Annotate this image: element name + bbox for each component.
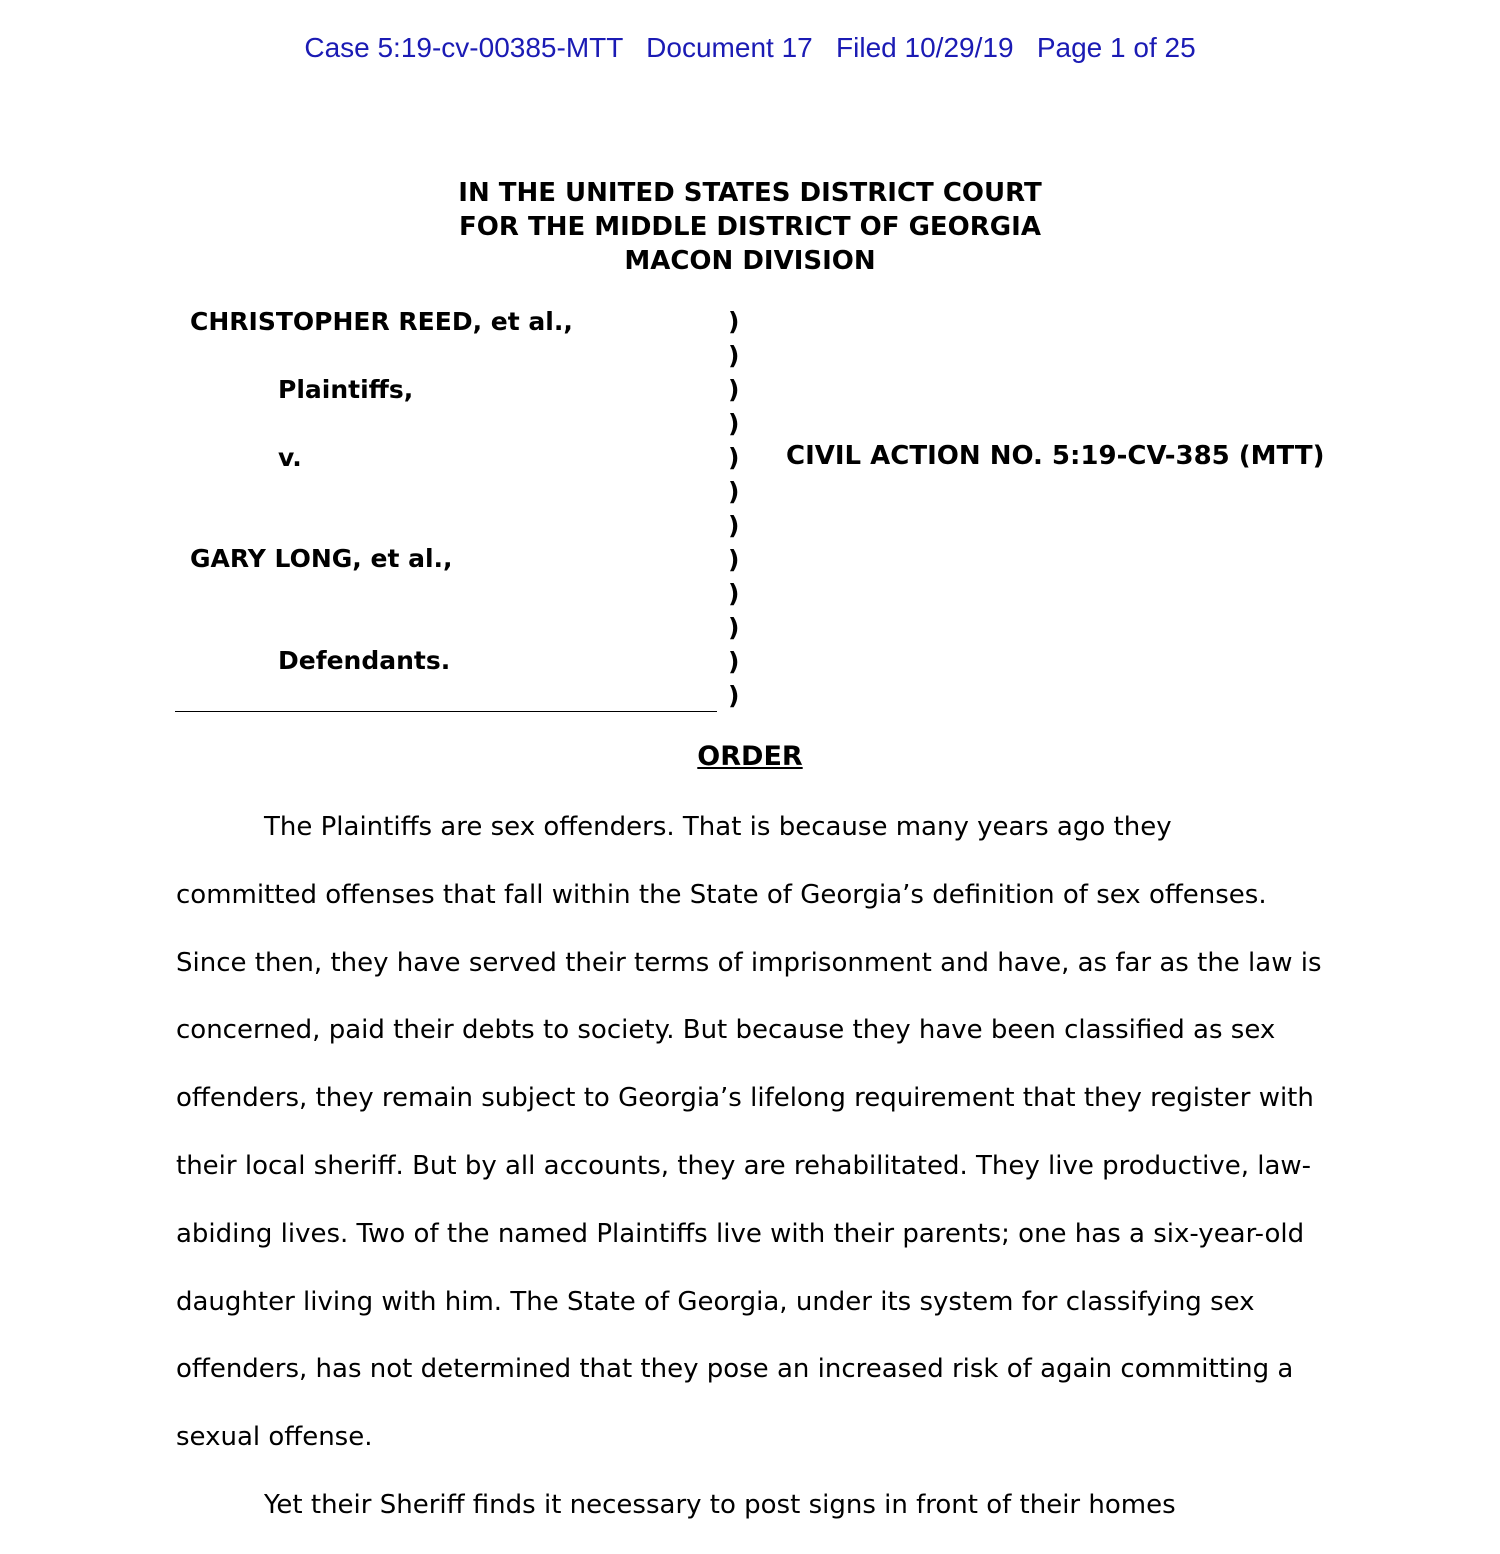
body-line: their local sheriff. But by all accounts, they are rehabilitated. They live productive, law- [176,1150,1312,1181]
order-body [176,808,1326,1554]
plaintiff-name: CHRISTOPHER REED, et al., [190,307,573,336]
body-line: committed offenses that fall within the State of Georgia’s definition of sex offenses. [176,879,1267,910]
caption-paren: ) [728,613,740,642]
caption-paren: ) [728,681,740,710]
body-line: offenders, has not determined that they pose an increased risk of again committing a [176,1354,1294,1385]
body-line: concerned, paid their debts to society. But because they have been classified as sex [176,1015,1276,1046]
defendant-name: GARY LONG, et al., [190,544,453,573]
court-heading [0,176,1500,278]
body-line: abiding lives. Two of the named Plaintiffs live with their parents; one has a six-year-old [176,1218,1305,1249]
body-line: sexual offense. [176,1422,373,1453]
court-name: IN THE UNITED STATES DISTRICT COURT [458,178,1042,208]
body-line: Yet their Sheriff finds it necessary to post signs in front of their homes [264,1489,1176,1520]
plaintiff-role: Plaintiffs, [278,375,414,404]
caption-paren: ) [728,579,740,608]
caption-paren: ) [728,307,740,336]
caption-paren: ) [728,409,740,438]
filing-stamp: Case 5:19-cv-00385-MTT Document 17 Filed 10/29/19 Page 1 of 25 [304,32,1196,63]
caption-paren: ) [728,545,740,574]
caption-paren: ) [728,341,740,370]
court-division: MACON DIVISION [624,246,876,276]
body-line: offenders, they remain subject to Georgia’s lifelong requirement that they register with [176,1083,1314,1114]
caption-paren: ) [728,647,740,676]
caption-paren: ) [728,443,740,472]
caption-paren: ) [728,375,740,404]
court-district: FOR THE MIDDLE DISTRICT OF GEORGIA [459,212,1041,242]
defendant-role: Defendants. [278,646,451,675]
order-heading [0,741,1500,772]
caption-paren: ) [728,511,740,540]
caption-paren: ) [728,477,740,506]
order-title: ORDER [697,741,803,772]
versus-label: v. [278,443,302,472]
caption-parentheses [728,305,748,713]
body-line: The Plaintiffs are sex offenders. That is because many years ago they [264,812,1172,842]
body-line: Since then, they have served their terms of imprisonment and have, as far as the law is [176,947,1322,978]
civil-action-number: CIVIL ACTION NO. 5:19-CV-385 (MTT) [786,441,1325,471]
caption-divider [175,711,717,712]
body-line: daughter living with him. The State of Georgia, under its system for classifying sex [176,1286,1255,1317]
